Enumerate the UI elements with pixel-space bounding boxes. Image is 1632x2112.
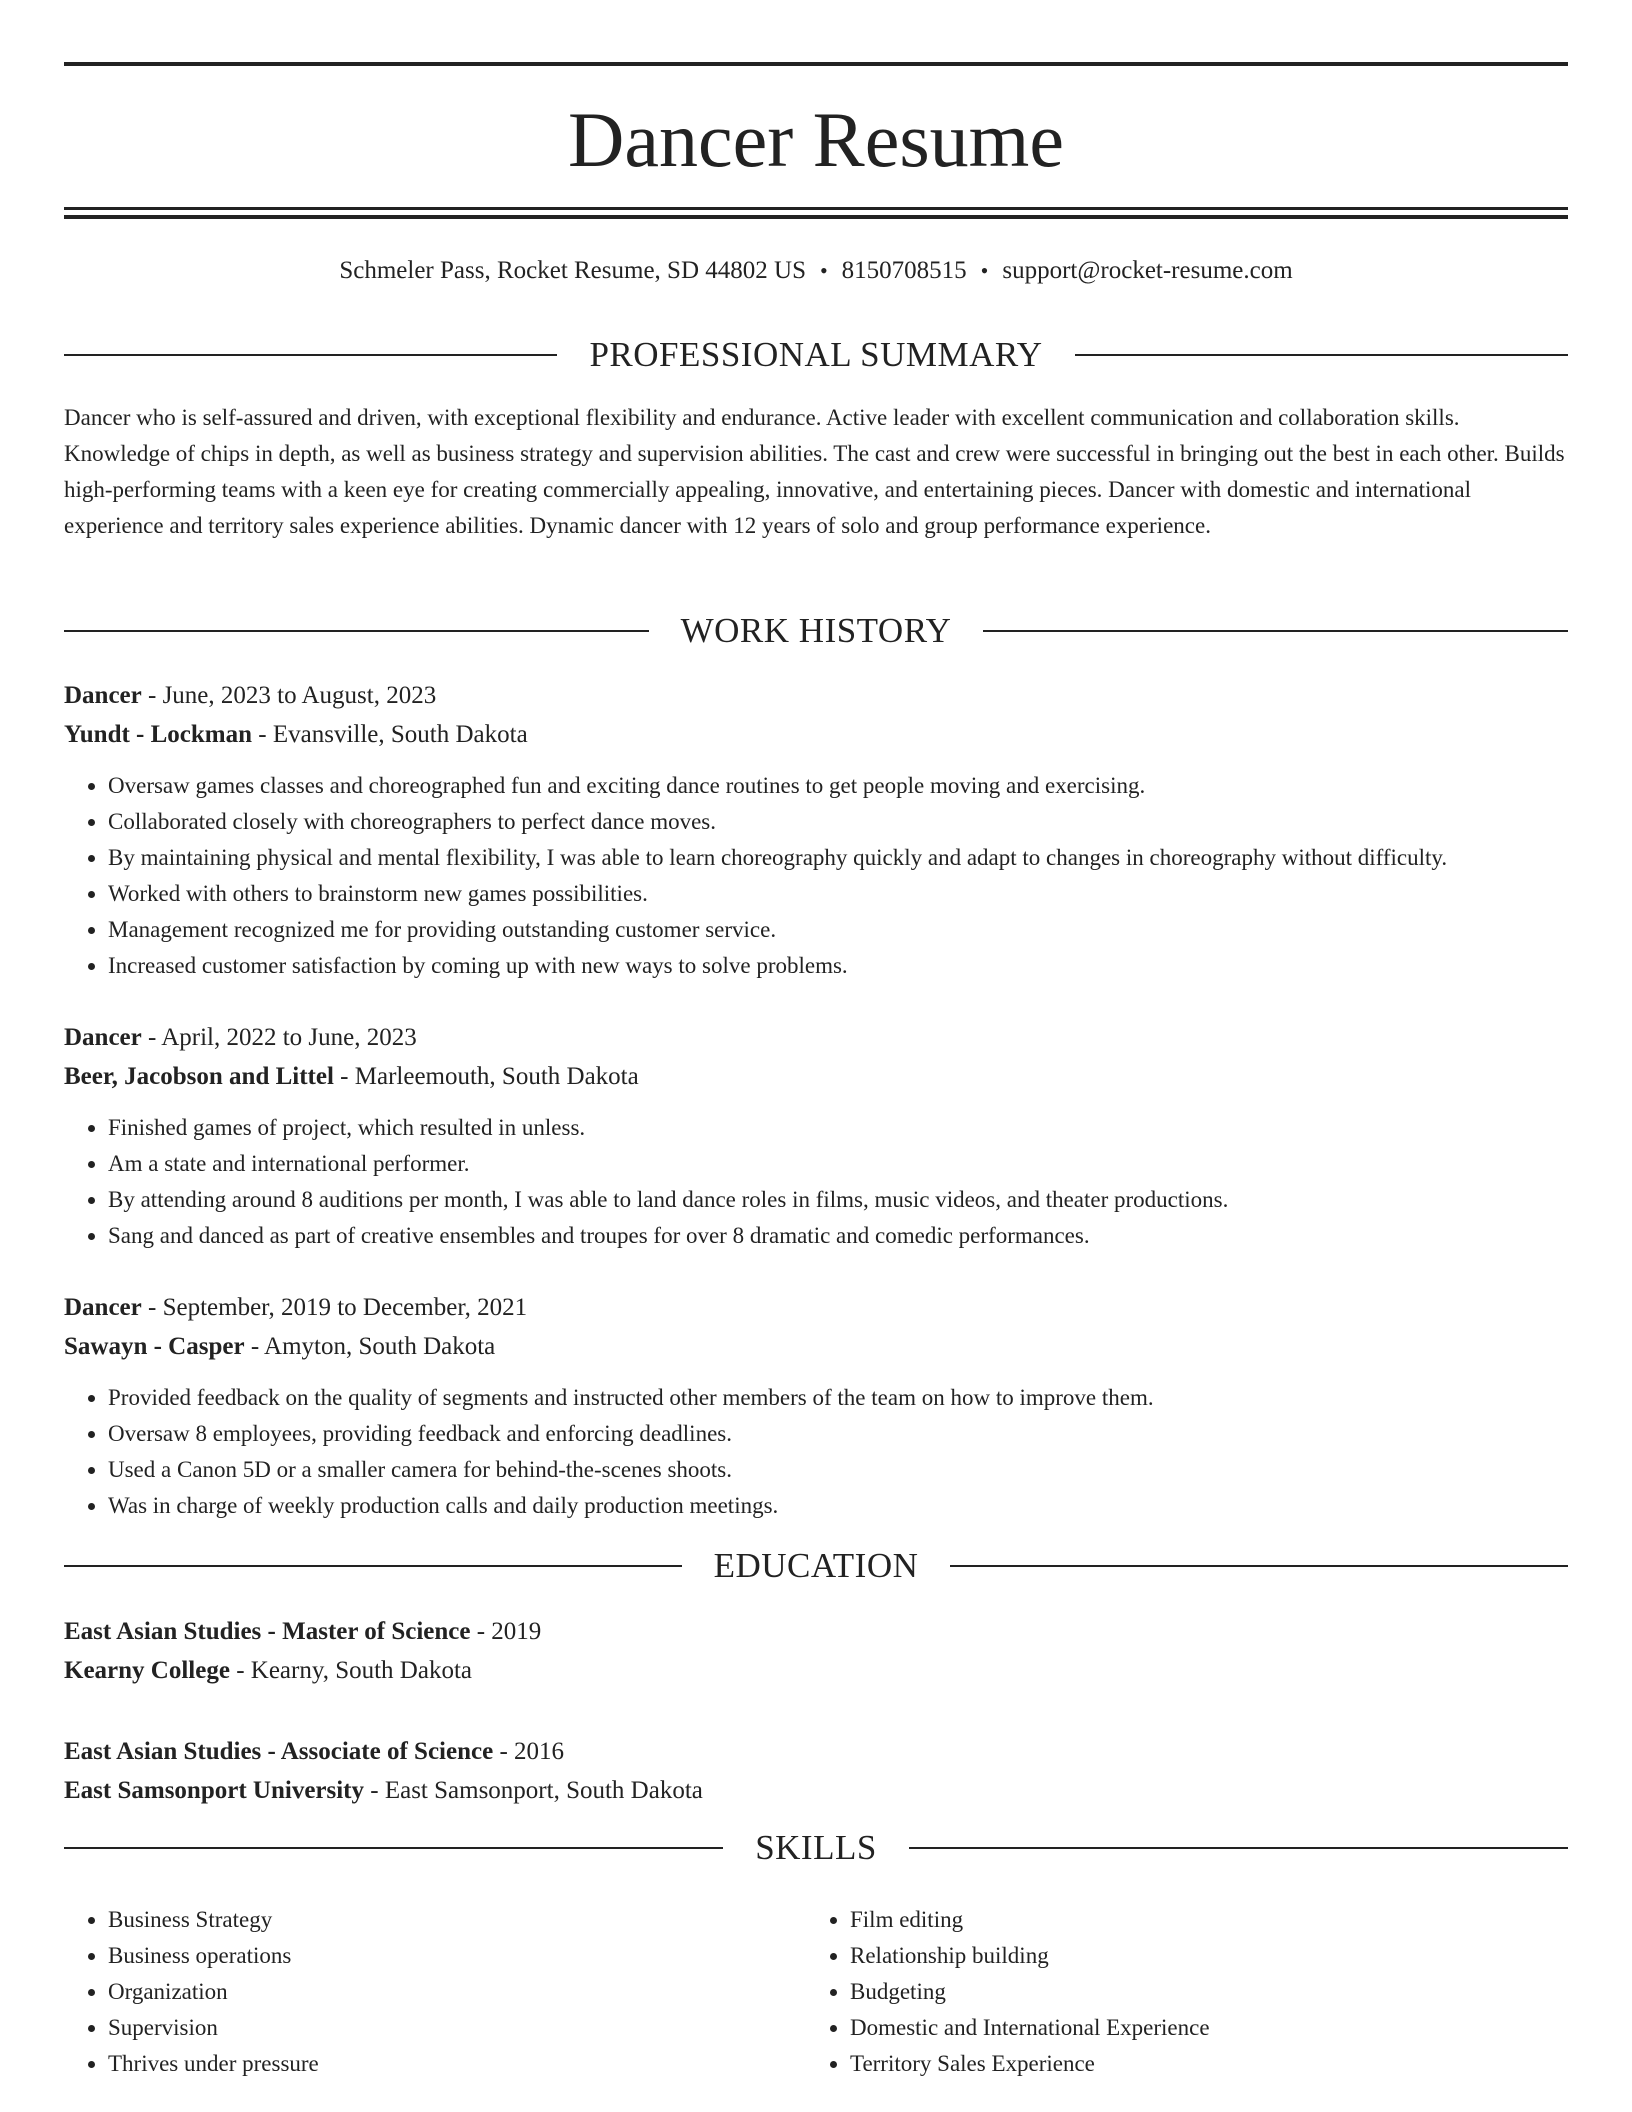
skills-column-right: [806, 1902, 1506, 2082]
skills-column-left: [64, 1902, 764, 2082]
section-title: SKILLS: [755, 1828, 877, 1867]
job-company: Sawayn - Casper: [64, 1333, 245, 1360]
heading-rule: [950, 1565, 1568, 1567]
section-heading-summary: [64, 333, 1568, 377]
list-item: • Budgeting: [850, 1974, 1506, 2010]
section-heading-skills: [64, 1826, 1568, 1870]
job-bullets: [64, 1380, 1568, 1524]
list-item: • Was in charge of weekly production calls and daily production meetings.: [108, 1488, 1568, 1524]
title-double-rule: [64, 207, 1568, 219]
resume-title: Dancer Resume: [568, 96, 1064, 183]
degree-year: - 2016: [493, 1738, 565, 1765]
contact-separator: •: [819, 258, 828, 283]
degree-line: [64, 1612, 1568, 1651]
job-company: Beer, Jacobson and Littel: [64, 1063, 334, 1090]
job-entry: [64, 1018, 1568, 1254]
list-item: • Thrives under pressure: [108, 2046, 764, 2082]
heading-rule: [1075, 354, 1568, 356]
job-title: Dancer: [64, 1294, 142, 1321]
job-bullets: [64, 1110, 1568, 1254]
summary-text: Dancer who is self-assured and driven, with exceptional flexibility and endurance. Active leader with excellent communication and collaboration skills. Knowledge of chips in depth, as well as business strategy and supervision abilities. The cast and crew were successful in bringing out the best in each other. Builds high-performing teams with a keen eye for creating commercially appealing, innovative, and entertaining pieces. Dancer with domestic and international experience and territory sales experience abilities. Dynamic dancer with 12 years of solo and group performance experience.: [64, 405, 1565, 538]
list-item: • Worked with others to brainstorm new games possibilities.: [108, 876, 1568, 912]
list-item: • Organization: [108, 1974, 764, 2010]
skills-list: [64, 1902, 764, 2082]
job-bullets: [64, 768, 1568, 984]
list-item: • Management recognized me for providing outstanding customer service.: [108, 912, 1568, 948]
contact-phone: 8150708515: [841, 257, 967, 284]
job-title: Dancer: [64, 682, 142, 709]
list-item: • By maintaining physical and mental flexibility, I was able to learn choreography quickly and adapt to changes in choreography without difficulty.: [108, 840, 1568, 876]
heading-rule: [64, 354, 557, 356]
list-item: • Film editing: [850, 1902, 1506, 1938]
list-item: • Provided feedback on the quality of segments and instructed other members of the team on how to improve them.: [108, 1380, 1568, 1416]
job-location: - Marleemouth, South Dakota: [333, 1063, 639, 1090]
list-item: • Supervision: [108, 2010, 764, 2046]
school-line: [64, 1771, 1568, 1810]
list-item: • Increased customer satisfaction by coming up with new ways to solve problems.: [108, 948, 1568, 984]
list-item: • By attending around 8 auditions per month, I was able to land dance roles in films, music videos, and theater productions.: [108, 1182, 1568, 1218]
job-company-line: [64, 715, 1568, 754]
list-item: • Sang and danced as part of creative ensembles and troupes for over 8 dramatic and comedic performances.: [108, 1218, 1568, 1254]
list-item: • Am a state and international performer.: [108, 1146, 1568, 1182]
list-item: • Oversaw games classes and choreographed fun and exciting dance routines to get people moving and exercising.: [108, 768, 1568, 804]
list-item: • Finished games of project, which resulted in unless.: [108, 1110, 1568, 1146]
job-location: - Evansville, South Dakota: [252, 721, 528, 748]
job-dates: - April, 2022 to June, 2023: [141, 1024, 417, 1051]
section-title: WORK HISTORY: [680, 611, 952, 650]
heading-rule: [909, 1847, 1568, 1849]
degree-year: - 2019: [470, 1618, 542, 1645]
list-item: • Domestic and International Experience: [850, 2010, 1506, 2046]
job-entry: [64, 676, 1568, 984]
school: East Samsonport University: [64, 1777, 365, 1804]
heading-rule: [64, 1847, 723, 1849]
education-entry: [64, 1612, 1568, 1690]
school-location: - East Samsonport, South Dakota: [364, 1777, 703, 1804]
list-item: • Collaborated closely with choreographers to perfect dance moves.: [108, 804, 1568, 840]
contact-email: support@rocket-resume.com: [1002, 257, 1293, 284]
section-title: PROFESSIONAL SUMMARY: [589, 335, 1043, 374]
skills-list: [806, 1902, 1506, 2082]
job-title-line: [64, 676, 1568, 715]
list-item: • Oversaw 8 employees, providing feedback and enforcing deadlines.: [108, 1416, 1568, 1452]
heading-rule: [64, 630, 649, 632]
contact-line: [64, 254, 1568, 288]
job-location: - Amyton, South Dakota: [244, 1333, 496, 1360]
list-item: • Used a Canon 5D or a smaller camera for behind-the-scenes shoots.: [108, 1452, 1568, 1488]
list-item: • Relationship building: [850, 1938, 1506, 1974]
section-heading-education: [64, 1544, 1568, 1588]
education-entry: [64, 1732, 1568, 1810]
heading-rule: [983, 630, 1568, 632]
degree: East Asian Studies - Associate of Science: [64, 1738, 494, 1765]
school-line: [64, 1651, 1568, 1690]
school-location: - Kearny, South Dakota: [229, 1657, 473, 1684]
heading-rule: [64, 1565, 682, 1567]
list-item: • Business Strategy: [108, 1902, 764, 1938]
school: Kearny College: [64, 1657, 230, 1684]
degree-line: [64, 1732, 1568, 1771]
top-rule: [64, 62, 1568, 66]
job-title: Dancer: [64, 1024, 142, 1051]
job-title-line: [64, 1288, 1568, 1327]
job-company: Yundt - Lockman: [64, 721, 253, 748]
job-dates: - June, 2023 to August, 2023: [141, 682, 437, 709]
contact-address: Schmeler Pass, Rocket Resume, SD 44802 US: [339, 257, 806, 284]
job-company-line: [64, 1057, 1568, 1096]
job-title-line: [64, 1018, 1568, 1057]
job-entry: [64, 1288, 1568, 1524]
degree: East Asian Studies - Master of Science: [64, 1618, 471, 1645]
contact-separator: •: [980, 258, 989, 283]
job-company-line: [64, 1327, 1568, 1366]
section-heading-work: [64, 609, 1568, 653]
list-item: • Territory Sales Experience: [850, 2046, 1506, 2082]
list-item: • Business operations: [108, 1938, 764, 1974]
job-dates: - September, 2019 to December, 2021: [141, 1294, 528, 1321]
section-title: EDUCATION: [713, 1546, 919, 1585]
